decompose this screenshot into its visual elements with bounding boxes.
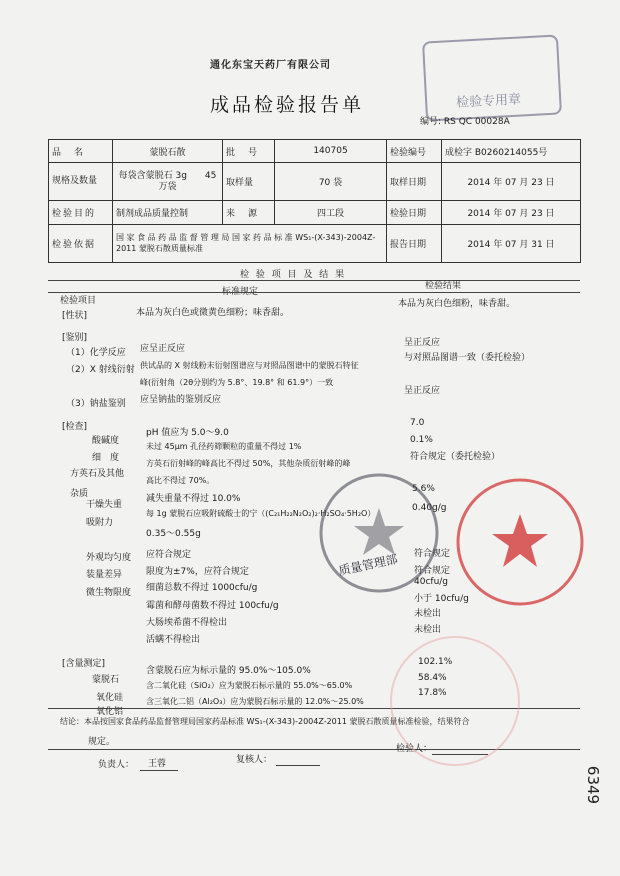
quartz-standard: 方英石衍射峰的峰高比不得过 50%，其他杂质衍射峰的峰 bbox=[146, 459, 351, 468]
document-number: 编号: RS QC 00028A bbox=[420, 117, 510, 127]
inspect-no-value: 成检字 B0260214055号 bbox=[442, 140, 581, 163]
absorb-label: 吸附力 bbox=[86, 518, 114, 528]
spec-value: 每袋含蒙脱石 3g 45 万袋 bbox=[113, 163, 223, 201]
handwritten-page-number: 6349 bbox=[584, 765, 603, 805]
ident2-label: （2）X 射线衍射 bbox=[66, 365, 135, 375]
report-date-value: 2014 年 07 月 31 日 bbox=[442, 224, 581, 262]
col-result-header: 检验结果 bbox=[425, 281, 462, 291]
dry-label: 干燥失重 bbox=[86, 500, 123, 510]
supervisor-line bbox=[140, 770, 178, 771]
section-rule bbox=[48, 280, 580, 281]
alumina-standard: 含三氧化二铝（Al₂O₃）应为蒙脱石标示量的 12.0%～25.0% bbox=[146, 697, 364, 706]
quality-dept-seal bbox=[314, 468, 444, 598]
sample-qty-value: 70 袋 bbox=[275, 163, 387, 201]
micro-label: 微生物限度 bbox=[86, 588, 132, 598]
purpose-value: 制剂成品质量控制 bbox=[113, 201, 223, 224]
fine-label: 细 度 bbox=[92, 453, 120, 463]
micro-standard-4: 活螨不得检出 bbox=[146, 635, 201, 645]
micro-result-2: 小于 10cfu/g bbox=[414, 594, 469, 604]
impurity-label: 杂质 bbox=[70, 489, 89, 499]
alumina-result: 17.8% bbox=[418, 688, 447, 698]
trait-label: [性状] bbox=[62, 311, 88, 321]
source-label: 来 源 bbox=[223, 201, 275, 224]
load-standard: 限度为±7%，应符合规定 bbox=[146, 567, 249, 577]
inspect-date-label: 检验日期 bbox=[387, 201, 442, 224]
report-date-label: 报告日期 bbox=[387, 224, 442, 262]
quartz-result: 符合规定（委托检验） bbox=[410, 452, 501, 462]
absorb-standard-2: 0.35～0.55g bbox=[146, 529, 201, 539]
alumina-label: 氧化铝 bbox=[96, 707, 124, 717]
ident3-result: 呈正反应 bbox=[404, 386, 441, 396]
inspect-date-value: 2014 年 07 月 23 日 bbox=[442, 201, 581, 224]
mont-result: 102.1% bbox=[418, 657, 453, 667]
trait-standard: 本品为灰白色或微黄色细粉；味香甜。 bbox=[136, 308, 290, 318]
uniform-standard: 应符合规定 bbox=[146, 550, 192, 560]
load-label: 装量差异 bbox=[86, 570, 123, 580]
company-red-seal bbox=[450, 472, 590, 612]
silica-standard: 含二氧化硅（SiO₂）应为蒙脱石标示量的 55.0%～65.0% bbox=[146, 681, 353, 690]
fine-standard: 未过 45μm 孔径药筛颗粒的重量不得过 1% bbox=[146, 442, 302, 451]
supervisor-label: 负责人： bbox=[98, 760, 135, 770]
spec-label: 规格及数量 bbox=[49, 163, 113, 201]
inspect-no-label: 检验编号 bbox=[387, 140, 442, 163]
col-item-header: 检验项目 bbox=[60, 296, 97, 306]
assay-label: [含量测定] bbox=[62, 659, 106, 669]
company-name: 通化东宝天药厂有限公司 bbox=[210, 60, 331, 71]
silica-label: 氧化硅 bbox=[96, 693, 124, 703]
conclusion-line-2: 规定。 bbox=[88, 737, 116, 747]
dry-result: 5.6% bbox=[412, 484, 435, 494]
inspection-stamp-text: 检验专用章 bbox=[455, 92, 522, 111]
basis-label: 检验依据 bbox=[49, 224, 113, 262]
micro-result-3: 未检出 bbox=[414, 609, 442, 619]
absorb-result: 0.40g/g bbox=[412, 503, 447, 513]
ident1-result: 呈正反应 bbox=[404, 338, 441, 348]
section-title: 检 验 项 目 及 结 果 bbox=[240, 270, 347, 280]
sample-date-value: 2014 年 07 月 23 日 bbox=[442, 163, 581, 201]
ident1-standard: 应呈正反应 bbox=[140, 344, 186, 354]
ident1-label: （1）化学反应 bbox=[66, 348, 126, 358]
purpose-label: 检验目的 bbox=[49, 201, 113, 224]
page-title: 成品检验报告单 bbox=[210, 94, 365, 116]
sample-date-label: 取样日期 bbox=[387, 163, 442, 201]
batch-label: 批 号 bbox=[223, 140, 275, 163]
absorb-standard: 每 1g 蒙脱石应吸附硫酸士的宁（(C₂₁H₂₂N₂O₂)₂·H₂SO₄·5H₂O） bbox=[146, 509, 376, 518]
sample-qty-label: 取样量 bbox=[223, 163, 275, 201]
dry-standard: 减失重量不得过 10.0% bbox=[146, 494, 241, 504]
ident2-result: 与对照品图谱一致（委托检验） bbox=[404, 353, 531, 363]
product-value: 蒙脱石散 bbox=[113, 140, 223, 163]
fine-result: 0.1% bbox=[410, 435, 433, 445]
uniform-label: 外观均匀度 bbox=[86, 553, 132, 563]
acid-standard: pH 值应为 5.0～9.0 bbox=[146, 428, 229, 438]
source-value: 四工段 bbox=[275, 201, 387, 224]
micro-standard-3: 大肠埃希菌不得检出 bbox=[146, 618, 228, 628]
basis-value: 国 家 食 品 药 品 监 督 管 理 局 国 家 药 品 标 准 WS₁-(X-343)-2004Z-2011 蒙脱石散质量标准 bbox=[113, 224, 387, 262]
inspector-label: 检验人： bbox=[396, 744, 433, 754]
reviewer-label: 复核人： bbox=[236, 755, 273, 765]
uniform-result: 符合规定 bbox=[414, 549, 451, 559]
micro-standard-1: 细菌总数不得过 1000cfu/g bbox=[146, 583, 258, 593]
ident2-standard-2: 峰(衍射角（2θ分别约为 5.8°、19.8° 和 61.9°）一致 bbox=[140, 378, 334, 387]
load-result: 符合规定 bbox=[414, 566, 451, 576]
ident3-label: （3）钠盐鉴别 bbox=[66, 399, 126, 409]
silica-result: 58.4% bbox=[418, 673, 447, 683]
acid-result: 7.0 bbox=[410, 418, 425, 428]
product-label: 品 名 bbox=[49, 140, 113, 163]
faded-seal bbox=[380, 626, 530, 776]
quartz-label: 方英石及其他 bbox=[70, 469, 125, 479]
info-table bbox=[48, 139, 581, 263]
micro-standard-2: 霉菌和酵母菌数不得过 100cfu/g bbox=[146, 601, 279, 611]
acid-label: 酸碱度 bbox=[92, 436, 120, 446]
supervisor-signature: 王蓉 bbox=[148, 759, 167, 769]
ident-label: [鉴别] bbox=[62, 333, 88, 343]
ident3-standard: 应呈钠盐的鉴别反应 bbox=[140, 395, 222, 405]
quartz-standard-2: 高比不得过 70%。 bbox=[146, 476, 215, 485]
mont-label: 蒙脱石 bbox=[92, 675, 120, 685]
ident2-standard: 供试品的 X 射线粉末衍射图谱应与对照品图谱中的蒙脱石特征 bbox=[140, 361, 359, 370]
check-label: [检查] bbox=[62, 422, 88, 432]
col-standard-header: 标准规定 bbox=[222, 287, 259, 297]
reviewer-line bbox=[276, 765, 320, 766]
batch-value: 140705 bbox=[275, 140, 387, 163]
trait-result: 本品为灰白色细粉，味香甜。 bbox=[398, 299, 516, 309]
micro-result-4: 未检出 bbox=[414, 625, 442, 635]
conclusion-line-1: 结论：本品按国家食品药品监督管理局国家药品标准 WS₁-(X-343)-2004Z-2011 蒙脱石散质量标准检验，结果符合 bbox=[60, 717, 470, 726]
header-rule bbox=[48, 292, 580, 293]
quality-dept-seal-text: 质量管理部 bbox=[337, 551, 399, 579]
mont-standard: 含蒙脱石应为标示量的 95.0%～105.0% bbox=[146, 666, 311, 676]
micro-result-1: 40cfu/g bbox=[414, 577, 449, 587]
